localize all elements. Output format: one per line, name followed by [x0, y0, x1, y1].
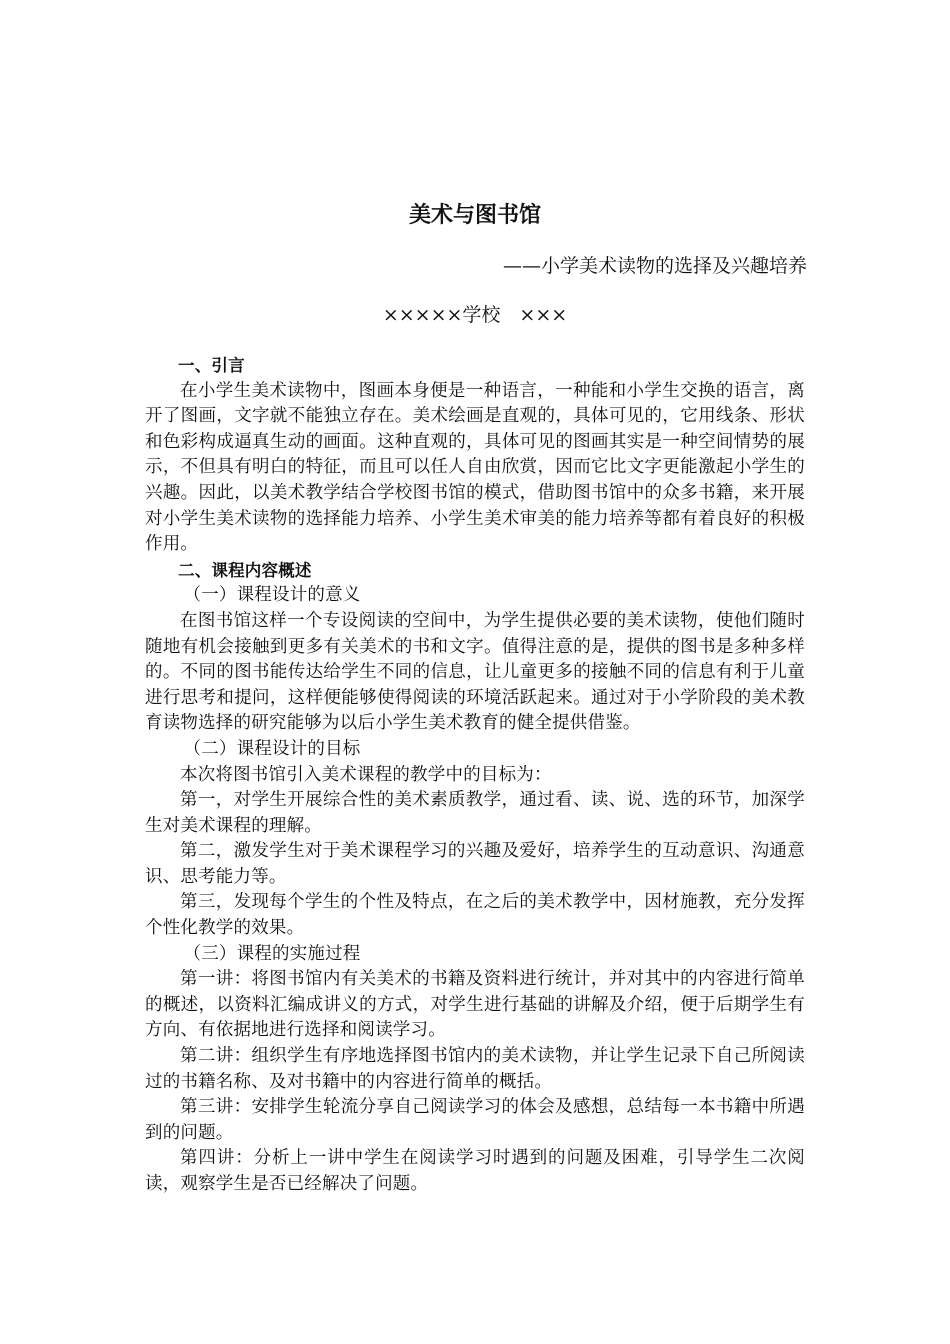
section-heading-intro: 一、引言 — [178, 356, 245, 375]
paragraph-intro: 在小学生美术读物中，图画本身便是一种语言，一种能和小学生交换的语言，离开了图画，文字就不能独立存在。美术绘画是直观的，具体可见的，它用线条、形状和色彩构成逼真生动的画面。这种直观的，具体可见的图画其实是一种空间情势的展示，不但具有明白的特征，而且可以任人自由欣赏，因而它比文字更能激起小学生的兴趣。因此，以美术教学结合学校图书馆的模式，借助图书馆中的众多书籍，来开展对小学生美术读物的选择能力培养、小学生美术审美的能力培养等都有着良好的积极作用。 — [145, 380, 805, 555]
paragraph-goal-2: 第二，激发学生对于美术课程学习的兴趣及爱好，培养学生的互动意识、沟通意识、思考能力等。 — [145, 841, 805, 887]
paragraph-lecture-3: 第三讲：安排学生轮流分享自己阅读学习的体会及感想，总结每一本书籍中所遇到的问题。 — [145, 1097, 805, 1143]
paragraph-significance: 在图书馆这样一个专设阅读的空间中，为学生提供必要的美术读物，使他们随时随地有机会接触到更多有关美术的书和文字。值得注意的是，提供的图书是多种多样的。不同的图书能传达给学生不同的信息，让儿童更多的接触不同的信息有利于儿童进行思考和提问，这样便能够使得阅读的环境活跃起来。通过对于小学阶段的美术教育读物选择的研究能够为以后小学生美术教育的健全提供借鉴。 — [145, 610, 805, 734]
section-heading-course: 二、课程内容概述 — [178, 560, 312, 580]
paragraph-lecture-1: 第一讲：将图书馆内有关美术的书籍及资料进行统计，并对其中的内容进行简单的概述，以资料汇编成讲义的方式，对学生进行基础的讲解及介绍，便于后期学生有方向、有依据地进行选择和阅读学习。 — [145, 969, 805, 1041]
subsection-heading-process: （三）课程的实施过程 — [183, 943, 361, 964]
paragraph-lecture-2: 第二讲：组织学生有序地选择图书馆内的美术读物，并让学生记录下自己所阅读过的书籍名称、及对书籍中的内容进行简单的概括。 — [145, 1046, 805, 1092]
document-subtitle: ——小学美术读物的选择及兴趣培养 — [502, 255, 807, 277]
paragraph-goal-1: 第一，对学生开展综合性的美术素质教学，通过看、读、说、选的环节，加深学生对美术课程的理解。 — [145, 790, 805, 836]
paragraph-goals-intro: 本次将图书馆引入美术课程的教学中的目标为： — [180, 764, 552, 785]
paragraph-goal-3: 第三，发现每个学生的个性及特点，在之后的美术教学中，因材施教，充分发挥个性化教学的效果。 — [145, 892, 805, 939]
author-line: ×××××学校 ××× — [382, 304, 568, 326]
paragraph-lecture-4: 第四讲：分析上一讲中学生在阅读学习时遇到的问题及困难，引导学生二次阅读，观察学生是否已经解决了问题。 — [145, 1148, 805, 1194]
subsection-heading-significance: （一）课程设计的意义 — [183, 585, 361, 606]
document-title: 美术与图书馆 — [408, 203, 541, 228]
subsection-heading-goals: （二）课程设计的目标 — [183, 738, 361, 759]
document-body — [145, 353, 805, 1198]
